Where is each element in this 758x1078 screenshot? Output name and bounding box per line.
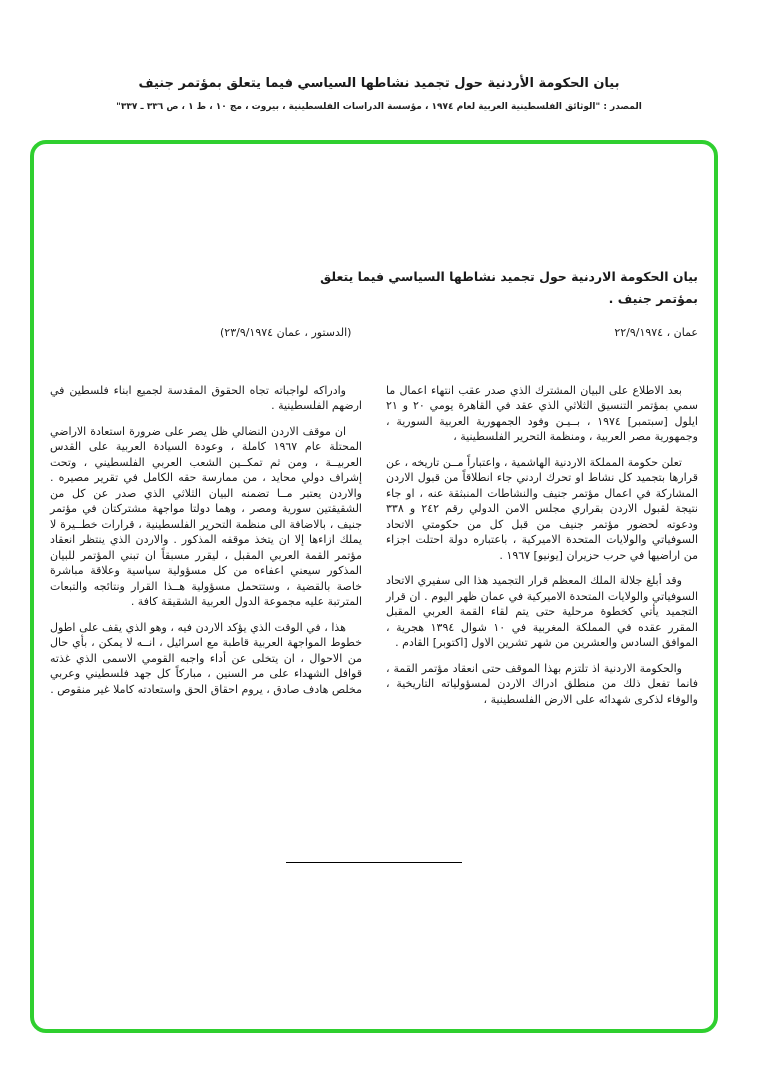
paragraph: ان موقف الاردن النضالي ظل يصر على ضرورة استعادة الاراضي المحتلة عام ١٩٦٧ كاملة ، وعودة السيادة العربية على القدس العربيــة ، ومن ثم تمكــين الشعب العربي الفلسطيني ، وتحت إشراف دولي محايد ، من ممارسة حقه الكامل في تقرير مصيره . والاردن يعتبر مــا تضمنه البيان الثلاثي الذي صدر عن كل من الشقيقتين سورية ومصر ، وهما دولتا مواجهة مشتركتان في مؤتمر جنيف ، بالاضافة الى منظمة التحرير الفلسطينية ، قرارات خطــيرة لا يملك ازاءها إلا ان يتخذ موقفه المذكور . والاردن الذي ينتظر انعقاد مؤتمر القمة العربي المقبل ، ليقرر مسبقاً ان تبني المؤتمر للبيان المذكور سيعني اعفاءه من كل مسؤولية سياسية وعلاقة مباشرة خاصة بالقضية ، وستتحمل مسؤولية هــذا القرار ونتائجه والتبعات المترتبة عليه مجموعة الدول العربية الشقيقة كافة . xyxy=(50,424,362,609)
paragraph: وقد أبلغ جلالة الملك المعظم قرار التجميد هذا الى سفيري الاتحاد السوفياتي والولايات المتحدة الاميركية في عمان ظهر اليوم . ان قرار التجميد يأتي كخطوة مرحلية حتى يتم لقاء القمة العربي المقبل المقرر عقده في المملكة المغربية في ١٠ شوال ١٣٩٤ هجرية ، الموافق السادس والعشرين من شهر تشرين الاول [اكتوبر] القادم . xyxy=(386,574,698,650)
doc-heading xyxy=(220,266,698,310)
column-left xyxy=(50,383,362,718)
paragraph: وادراكه لواجباته تجاه الحقوق المقدسة لجميع ابناء فلسطين في ارضهم الفلسطينية . xyxy=(50,383,362,413)
text-columns xyxy=(50,383,698,718)
bottom-rule xyxy=(286,862,462,863)
dateline-place-date: عمان ، ٢٢/٩/١٩٧٤ xyxy=(614,325,698,339)
column-right xyxy=(386,383,698,718)
paragraph: تعلن حكومة المملكة الاردنية الهاشمية ، واعتباراً مــن تاريخه ، عن قرارها بتجميد كل نشاط او تحرك اردني جاء انطلاقاً من قبول الاردن المشاركة في اعمال مؤتمر جنيف والنشاطات المنبثقة عنه ، او جاء نتيجة لقبول الاردن بقراري مجلس الامن الدولي رقم ٢٤٢ و ٣٣٨ ودعوته لحضور مؤتمر جنيف من قبل كل من حكومتي الاتحاد السوفياتي والولايات المتحدة الاميركية ، باعتباره دولة احتلت اجزاء من اراضيها في حرب حزيران [يونيو] ١٩٦٧ . xyxy=(386,455,698,562)
paragraph: بعد الاطلاع على البيان المشترك الذي صدر عقب انتهاء اعمال ما سمي بمؤتمر التنسيق الثلاثي الذي عقد في القاهرة يومي ٢٠ و ٢١ ايلول [سبتمبر] ١٩٧٤ ، بــيـن وفود الجمهورية العربية السورية ، وجمهورية مصر العربية ، ومنظمة التحرير الفلسطينية ، xyxy=(386,383,698,444)
doc-heading-line1: بيان الحكومة الاردنية حول تجميد نشاطها السياسي فيما يتعلق xyxy=(320,269,698,284)
document-frame xyxy=(30,140,718,1033)
dateline-publication: (الدستور ، عمان ٢٣/٩/١٩٧٤) xyxy=(220,325,352,339)
paragraph: والحكومة الاردنية اذ تلتزم بهذا الموقف حتى انعقاد مؤتمر القمة ، فانما تفعل ذلك من منطلق ادراك الاردن لمسؤولياته التاريخية ، والوفاء لذكرى شهدائه على الارض الفلسطينية ، xyxy=(386,661,698,706)
page-title: بيان الحكومة الأردنية حول تجميد نشاطها السياسي فيما يتعلق بمؤتمر جنيف xyxy=(138,76,620,91)
paragraph: هذا ، في الوقت الذي يؤكد الاردن فيه ، وهو الذي يقف على اطول خطوط المواجهة العربية قاطبة مع اسرائيل ، انــه لا يمكن ، بأي حال من الاحوال ، ان يتخلى عن أداء واجبه القومي الاسمى الذي غذته قوافل الشهداء على مر السنين ، مباركاً كل جهد فلسطيني وعربي مخلص هادف صادق ، يروم احقاق الحق واستعادته كاملا غير منقوص . xyxy=(50,620,362,696)
dateline xyxy=(220,326,698,339)
doc-heading-line2: بمؤتمر جنيف . xyxy=(608,290,698,306)
document-scan xyxy=(34,144,714,1029)
source-line: المصدر : "الوثائق الفلسطينية العربية لعام ١٩٧٤ ، مؤسسة الدراسات الفلسطينية ، بيروت ، مج ١٠ ، ط ١ ، ص ٣٣٦ ـ ٣٣٧" xyxy=(116,102,642,112)
